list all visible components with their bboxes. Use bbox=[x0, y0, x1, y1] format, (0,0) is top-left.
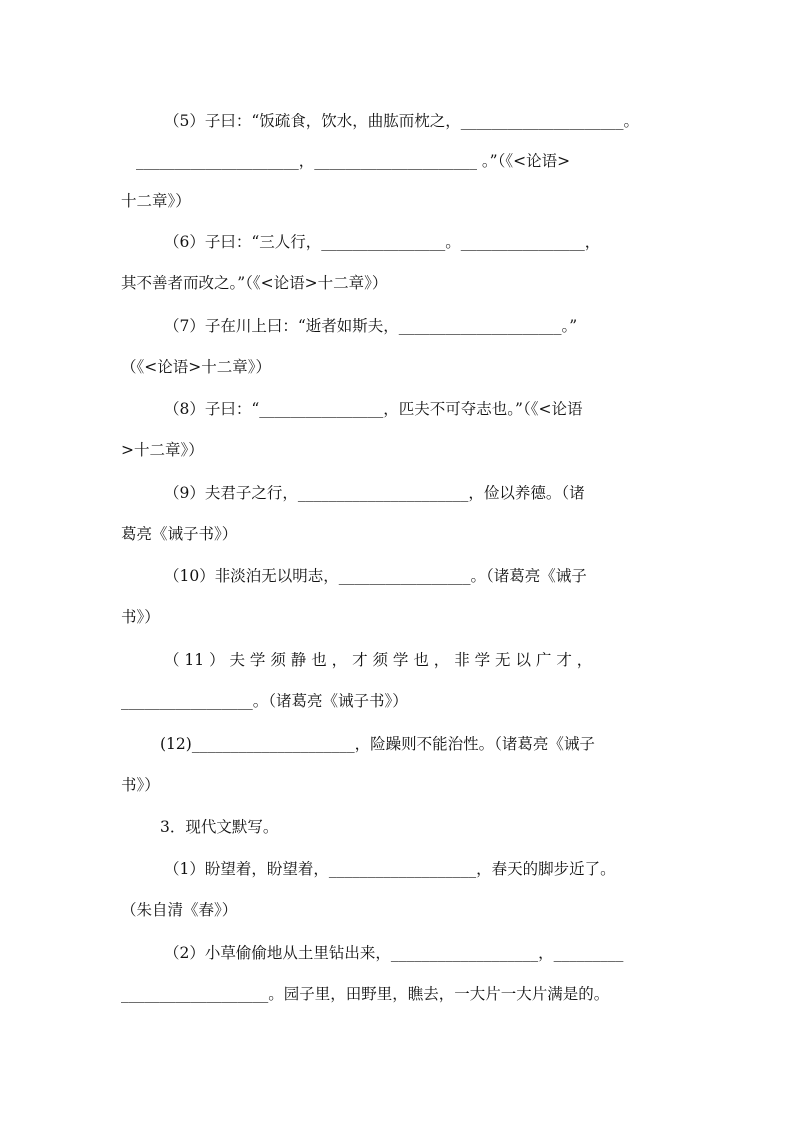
text-line bbox=[0, 146, 794, 176]
text-line bbox=[0, 979, 794, 1009]
text-line bbox=[0, 478, 794, 508]
line-text: 书》） bbox=[121, 608, 160, 626]
text-line bbox=[0, 729, 794, 759]
text-line bbox=[0, 854, 794, 884]
text-line bbox=[0, 812, 794, 842]
line-text: _________________。（诸葛亮《诫子书》） bbox=[121, 692, 408, 710]
text-line bbox=[0, 770, 794, 800]
text-line bbox=[0, 352, 794, 382]
text-line bbox=[0, 435, 794, 465]
text-line bbox=[0, 311, 794, 341]
line-text: 十二章》） bbox=[121, 192, 191, 210]
text-line bbox=[0, 895, 794, 925]
line-text: （朱自清《春》） bbox=[121, 901, 238, 919]
line-text: （7）子在川上曰：“逝者如斯夫，_____________________。” bbox=[164, 317, 578, 335]
line-text: _____________________，_____________________ 。”（《<论语> bbox=[136, 152, 571, 170]
line-text: 3．现代文默写。 bbox=[160, 818, 279, 836]
line-text: （ 11 ） 夫 学 须 静 也 ， 才 须 学 也 ， 非 学 无 以 广 才 ， bbox=[164, 651, 593, 669]
line-text: （10）非淡泊无以明志，_________________。（诸葛亮《诫子 bbox=[164, 567, 587, 585]
text-line bbox=[0, 186, 794, 216]
line-text: ___________________。园子里，田野里，瞧去，一大片一大片满是的。 bbox=[121, 985, 610, 1003]
line-text: （2）小草偷偷地从土里钻出来，___________________，_________ bbox=[164, 944, 624, 962]
text-line bbox=[0, 268, 794, 298]
line-text: （6）子曰：“三人行，________________。________________， bbox=[164, 233, 601, 251]
text-line bbox=[0, 394, 794, 424]
line-text: （8）子曰：“________________，匹夫不可夺志也。”（《<论语 bbox=[164, 400, 583, 418]
line-text: （5）子曰：“饭疏食，饮水，曲肱而枕之，_____________________。 bbox=[164, 112, 640, 130]
text-line bbox=[0, 106, 794, 136]
line-text: （1）盼望着，盼望着，___________________，春天的脚步近了。 bbox=[164, 860, 616, 878]
text-line bbox=[0, 645, 794, 675]
text-line bbox=[0, 519, 794, 549]
text-line bbox=[0, 602, 794, 632]
text-line bbox=[0, 686, 794, 716]
line-text: 葛亮《诫子书》） bbox=[121, 525, 238, 543]
text-line bbox=[0, 227, 794, 257]
line-text: （9）夫君子之行，______________________，俭以养德。（诸 bbox=[164, 484, 585, 502]
line-text: （《<论语>十二章》） bbox=[121, 358, 271, 376]
text-line bbox=[0, 561, 794, 591]
line-text: >十二章》） bbox=[121, 441, 204, 459]
line-text: 书》） bbox=[121, 776, 160, 794]
line-text: 其不善者而改之。”（《<论语>十二章》） bbox=[121, 274, 388, 292]
text-line bbox=[0, 938, 794, 968]
line-text: (12)_____________________，险躁则不能治性。（诸葛亮《诫子 bbox=[160, 735, 595, 753]
